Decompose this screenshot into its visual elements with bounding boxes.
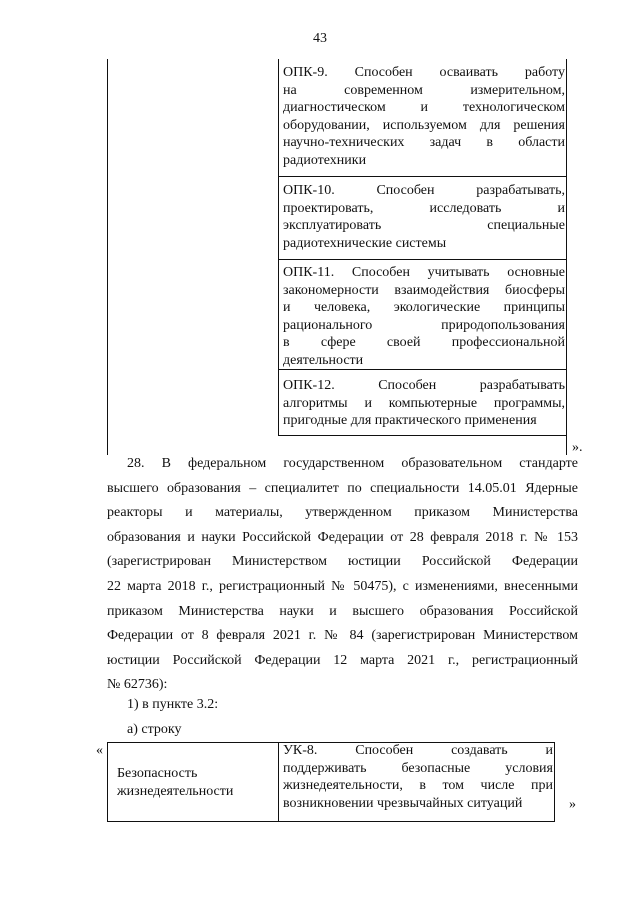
cell-line: рационального природопользования [283, 317, 565, 333]
table-cell-section [117, 765, 233, 800]
paragraph-line: Федерации от 8 февраля 2021 г. № 84 (зарегистрирован Министерством [107, 628, 578, 644]
replacement-table [107, 742, 555, 822]
table-cell-opk11 [283, 264, 565, 370]
cell-line: возникновении чрезвычайных ситуаций [283, 795, 523, 811]
competency-table [107, 59, 567, 455]
cell-line: поддерживать безопасные условия [283, 760, 553, 776]
row-divider [278, 259, 567, 260]
table-cell-opk10 [283, 182, 565, 252]
row-divider [278, 176, 567, 177]
table-column-divider [278, 742, 279, 822]
paragraph-line: высшего образования – специалитет по специальности 14.05.01 Ядерные [107, 480, 578, 496]
opening-quote: « [96, 743, 103, 758]
cell-line: проектировать, исследовать и [283, 200, 565, 216]
cell-line: и человека, экологические принципы [283, 300, 565, 316]
cell-line: на современном измерительном, [283, 82, 565, 98]
cell-line: ОПК-9. Способен осваивать работу [283, 65, 565, 80]
paragraph-line: приказом Министерства науки и высшего образования Российской [107, 603, 578, 619]
table-cell-opk9 [283, 64, 565, 170]
cell-line: научно-технических задач в области [283, 135, 565, 151]
cell-line: радиотехнические системы [283, 235, 447, 251]
paragraph-line: реакторы и материалы, утвержденном приказом Министерства [107, 505, 578, 521]
cell-line: радиотехники [283, 152, 367, 168]
cell-line: в сфере своей профессиональной [283, 335, 565, 351]
cell-line: алгоритмы и компьютерные программы, [283, 395, 565, 411]
paragraph-line: юстиции Российской Федерации 12 марта 2021 г., регистрационный [107, 652, 578, 668]
paragraph-line: (зарегистрирован Министерством юстиции Российской Федерации [107, 554, 578, 570]
table-cell-uk8 [283, 742, 553, 812]
paragraph-line: № 62736): [107, 677, 168, 693]
cell-line: ОПК-11. Способен учитывать основные [283, 265, 565, 280]
table-left-border [107, 742, 108, 822]
cell-line: диагностическом и технологическом [283, 100, 565, 116]
paragraph-line: образования и науки Российской Федерации от 28 февраля 2018 г. № 153 [107, 529, 578, 545]
sub-item-a: а) строку [127, 722, 182, 737]
cell-line: пригодные для практического применения [283, 413, 537, 429]
cell-line: деятельности [283, 352, 364, 368]
cell-line: закономерности взаимодействия биосферы [283, 282, 565, 298]
cell-line: УК-8. Способен создавать и [283, 743, 553, 758]
sub-item-1: 1) в пункте 3.2: [127, 697, 219, 712]
table-bottom-border [107, 821, 555, 822]
table-right-border [566, 59, 567, 436]
cell-line: эксплуатировать специальные [283, 218, 565, 234]
cell-line: ОПК-10. Способен разрабатывать, [283, 183, 565, 198]
page-number: 43 [313, 31, 327, 46]
cell-line: ОПК-12. Способен разрабатывать [283, 378, 565, 393]
cell-line: жизнедеятельности [117, 783, 234, 799]
closing-quote: ». [572, 440, 583, 455]
paragraph-28 [107, 452, 578, 698]
cell-line: Безопасность [117, 766, 198, 781]
row-divider [278, 435, 567, 436]
cell-line: жизнедеятельности, в том числе при [283, 778, 553, 794]
paragraph-line: 22 марта 2018 г., регистрационный № 50475), с изменениями, внесенными [107, 578, 578, 594]
closing-quote-bottom: » [569, 797, 576, 812]
table-right-border [554, 742, 555, 822]
cell-line: оборудовании, используемом для решения [283, 117, 565, 133]
table-column-divider [278, 59, 279, 436]
paragraph-line: 28. В федеральном государственном образовательном стандарте [127, 456, 578, 471]
table-cell-opk12 [283, 377, 565, 430]
table-left-border [107, 59, 108, 455]
